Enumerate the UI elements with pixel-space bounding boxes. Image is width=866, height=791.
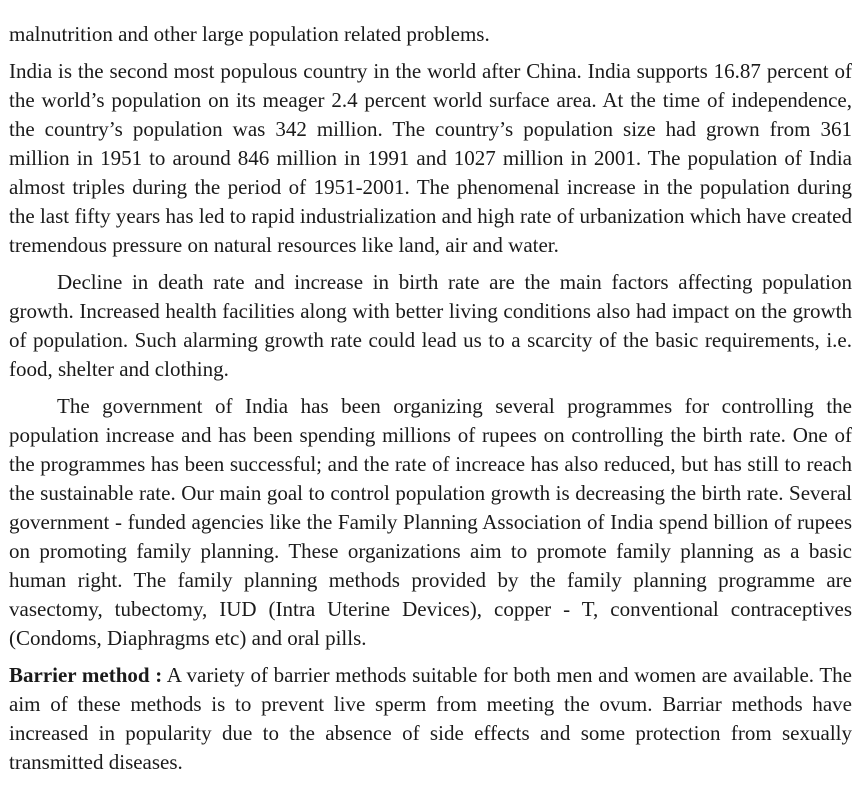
paragraph-government-programmes: The government of India has been organizing several programmes for controlling the population increase and has been spending millions of rupees on controlling the birth rate. One of the programmes has been successful; and the rate of increace has also reduced, but has still to reach the sustainable rate. Our main goal to control population growth is decreasing the birth rate. Several government - funded agencies like the Family Planning Association of India spend billion of rupees on promoting family planning. These organizations aim to promote family planning as a basic human right. The family planning methods provided by the family planning programme are vasectomy, tubectomy, IUD (Intra Uterine Devices), copper - T, conventional contraceptives (Condoms, Diaphragms etc) and oral pills.: [9, 394, 852, 650]
paragraph-population-growth-factors: Decline in death rate and increase in birth rate are the main factors affecting population growth. Increased health facilities along with better living conditions also had impact on the growth of population. Such alarming growth rate could lead us to a scarcity of the basic requirements, i.e. food, shelter and clothing.: [9, 270, 852, 381]
paragraph-barrier-method: [9, 661, 852, 777]
paragraph-continuation: malnutrition and other large population related problems.: [9, 22, 490, 46]
paragraph-body-text: A variety of barrier methods suitable for both men and women are available. The aim of these methods is to prevent live sperm from meeting the ovum. Barriar methods have increased in popularity due to the absence of side effects and some protection from sexually transmitted diseases.: [9, 663, 853, 774]
paragraph-india-population: India is the second most populous country in the world after China. India supports 16.87 percent of the world’s population on its meager 2.4 percent world surface area. At the time of independence, the country’s population was 342 million. The country’s population size had grown from 361 million in 1951 to around 846 million in 1991 and 1027 million in 2001. The population of India almost triples during the period of 1951-2001. The phenomenal increase in the population during the last fifty years has led to rapid industrialization and high rate of urbanization which have created tremendous pressure on natural resources like land, air and water.: [9, 59, 852, 257]
paragraph-lead-bold: Barrier method :: [9, 663, 163, 687]
